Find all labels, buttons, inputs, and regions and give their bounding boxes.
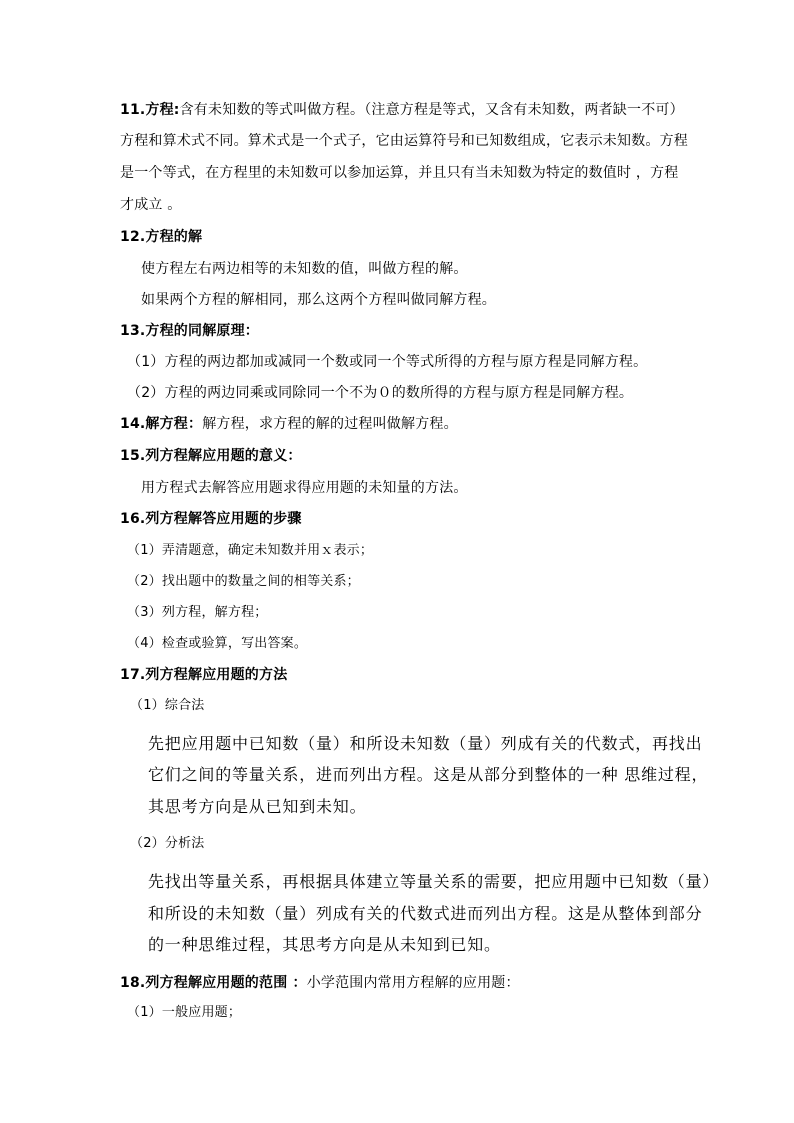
section-16-step-3: （3）列方程，解方程； [127, 605, 268, 620]
method-1-line-3: 其思考方向是从已知到未知。 [148, 797, 367, 816]
section-12-title: 12.方程的解 [120, 229, 203, 245]
section-11-line-2: 方程和算术式不同。算术式是一个式子，它由运算符号和已知数组成，它表示未知数。方程 [120, 133, 688, 149]
method-1-label: （1）综合法 [130, 698, 205, 713]
section-11-line-3: 是一个等式，在方程里的未知数可以参加运算，并且只有当未知数为特定的数值时 ，方程 [120, 165, 679, 181]
section-14-text: 解方程，求方程的解的过程叫做解方程。 [202, 416, 458, 432]
section-18-title: 18.列方程解应用题的范围 ： [120, 975, 307, 991]
section-13-item-2: （2）方程的两边同乘或同除同一个不为０的数所得的方程与原方程是同解方程。 [127, 385, 634, 401]
method-2-line-2: 和所设的未知数（量）列成有关的代数式进而列出方程。这是从整体到部分 [148, 904, 703, 923]
section-16-step-1: （1）弄清题意，确定未知数并用ｘ表示； [127, 543, 374, 558]
section-13-item-1: （1）方程的两边都加或减同一个数或同一个等式所得的方程与原方程是同解方程。 [127, 354, 648, 370]
method-2-line-1: 先找出等量关系，再根据具体建立等量关系的需要，把应用题中已知数（量） [148, 872, 720, 891]
section-16-step-4: （4）检查或验算，写出答案。 [127, 636, 308, 651]
section-11-text-1: 含有未知数的等式叫做方程。（注意方程是等式，又含有未知数，两者缺一不可） [179, 102, 684, 118]
section-12-line-2: 如果两个方程的解相同，那么这两个方程叫做同解方程。 [141, 292, 496, 308]
method-2-line-3: 的一种思维过程，其思考方向是从未知到已知。 [148, 935, 501, 954]
section-14-line [120, 414, 458, 434]
method-1-line-2: 它们之间的等量关系，进而列出方程。这是从部分到整体的一种 思维过程， [148, 765, 709, 784]
section-16-title: 16.列方程解答应用题的步骤 [120, 511, 302, 527]
section-11-line-4: 才成立 。 [120, 197, 182, 213]
section-16-step-2: （2）找出题中的数量之间的相等关系； [127, 574, 360, 589]
section-14-title: 14.解方程： [120, 416, 203, 432]
section-13-title: 13.方程的同解原理： [120, 323, 260, 339]
section-18-item-1: （1）一般应用题； [127, 1005, 242, 1020]
section-15-title: 15.列方程解应用题的意义： [120, 448, 302, 464]
section-18-text: 小学范围内常用方程解的应用题： [306, 975, 520, 991]
section-18-line [120, 973, 520, 993]
section-12-line-1: 使方程左右两边相等的未知数的值，叫做方程的解。 [141, 261, 468, 277]
method-1-line-1: 先把应用题中已知数（量）和所设未知数（量）列成有关的代数式，再找出 [148, 734, 703, 753]
section-11-title: 11.方程: [120, 102, 180, 118]
section-17-title: 17.列方程解应用题的方法 [120, 667, 288, 683]
section-15-text: 用方程式去解答应用题求得应用题的未知量的方法。 [141, 480, 468, 496]
method-2-label: （2）分析法 [130, 836, 205, 851]
section-11-line-1 [120, 100, 684, 120]
